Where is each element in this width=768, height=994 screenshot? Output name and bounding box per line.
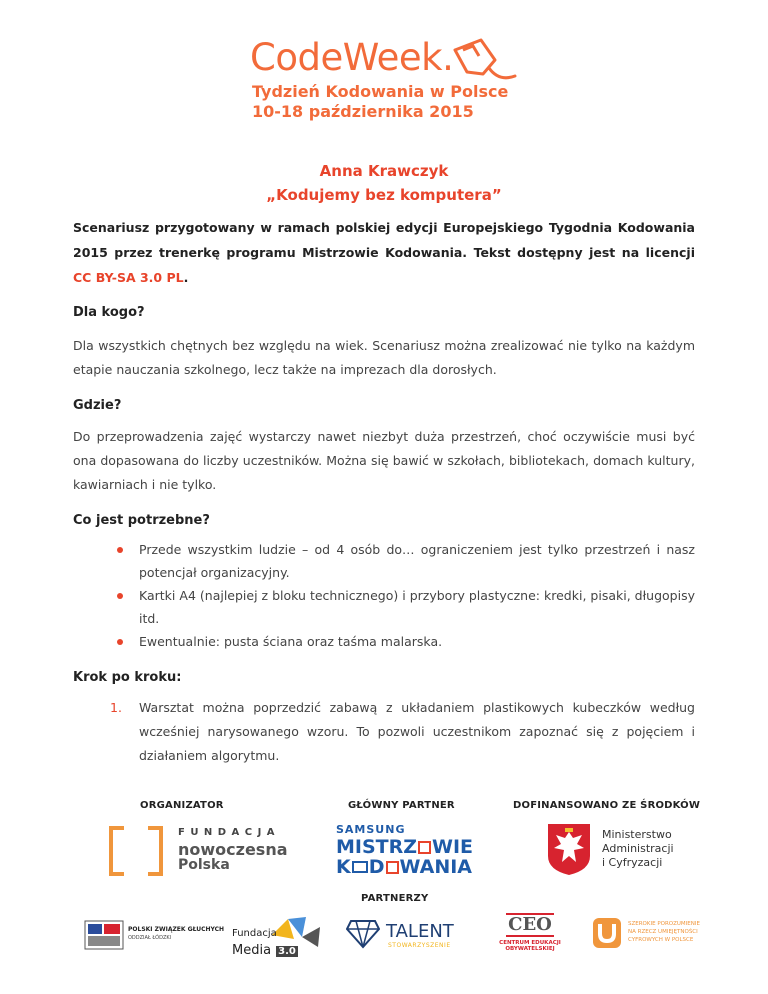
document-title: „Kodujemy bez komputera”	[266, 186, 502, 204]
fm-line2: Media 3.0	[232, 943, 296, 958]
pzg-line1: POLSKI ZWIĄZEK GŁUCHYCH	[128, 926, 225, 933]
list-item	[110, 696, 695, 768]
mouse-cursor-icon	[453, 38, 533, 88]
ceo-logo	[490, 913, 570, 957]
bullet-icon	[117, 639, 123, 645]
monitor-icon	[352, 861, 368, 873]
steps-list	[110, 696, 695, 768]
ministry-logo	[546, 822, 706, 876]
diamond-icon	[346, 919, 380, 949]
paragraph-who: Dla wszystkich chętnych bez względu na wiek. Scenariusz można zrealizować nie tylko na każdym etapie nauczania szkolnego, lecz także na imprezach dla dorosłych.	[73, 338, 695, 377]
mk-line2: K D WANIA	[336, 856, 472, 878]
heading-steps: Krok po kroku:	[73, 670, 182, 685]
list-item: Przede wszystkim ludzie – od 4 osób do… ograniczeniem jest tylko przestrzeń i nasz potencjał organizacyjny.	[113, 538, 695, 584]
pzg-line2: ODDZIAŁ ŁÓDZKI	[128, 935, 172, 941]
talent-line2: STOWARZYSZENIE	[388, 942, 451, 949]
fm-line1: Fundacja	[232, 928, 277, 939]
u-shape-icon	[592, 917, 622, 949]
step-text: Warsztat można poprzedzić zabawą z układaniem plastikowych kubeczków według wcześniej narysowanego wzoru. To pozwoli uczestnikom zapoznać się z pojęciem i działaniem algorytmu.	[139, 700, 695, 763]
funding-label: DOFINANSOWANO ZE ŚRODKÓW	[513, 800, 701, 811]
intro-paragraph	[73, 215, 695, 290]
paragraph-where: Do przeprowadzenia zajęć wystarczy nawet niezbyt duża przestrzeń, choć oczywiście musi być ona dopasowana do liczby uczestników. Można się bawić w szkołach, bibliotekach, domach kultury, kawiarniach i nie tylko.	[73, 429, 695, 492]
fnp-line1: F U N D A C J A	[178, 827, 276, 838]
fnp-line2: nowoczesna	[178, 840, 288, 859]
keyboard-icon	[418, 841, 431, 854]
bullet-icon	[117, 593, 123, 599]
ministry-line2: Administracji	[602, 842, 674, 855]
mk-line1: MISTRZ WIE	[336, 836, 474, 858]
heading-who: Dla kogo?	[73, 305, 145, 320]
pzg-logo	[84, 920, 225, 950]
codeweek-subtitle: Tydzień Kodowania w Polsce	[252, 82, 509, 101]
polish-eagle-emblem-icon	[546, 822, 592, 876]
fnp-line3: Polska	[178, 857, 230, 873]
intro-end: .	[183, 270, 189, 285]
ceo-line3: OBYWATELSKIEJ	[505, 946, 555, 952]
partners-label: PARTNERZY	[361, 893, 429, 904]
cyf-line1: SZEROKIE POROZUMIENIE	[628, 921, 700, 927]
list-item: Kartki A4 (najlepiej z bloku technicznego) i przybory plastyczne: kredki, pisaki, długopisy itd.	[113, 584, 695, 630]
ministry-line3: i Cyfryzacji	[602, 856, 663, 869]
license-link[interactable]: CC BY-SA 3.0 PL	[73, 270, 184, 285]
samsung-wordmark: SAMSUNG	[336, 823, 406, 836]
ceo-line1: CEO	[506, 913, 554, 937]
organizer-label: ORGANIZATOR	[140, 800, 224, 811]
codeweek-logo	[250, 36, 530, 136]
intro-text: Scenariusz przygotowany w ramach polskiej edycji Europejskiego Tygodnia Kodowania 2015 przez trenerkę programu Mistrzowie Kodowania. Tekst dostępny jest na licencji	[73, 220, 695, 260]
talent-line1: TALENT	[386, 921, 454, 942]
main-partner-label: GŁÓWNY PARTNER	[348, 800, 455, 811]
heading-where: Gdzie?	[73, 398, 122, 413]
author-name: Anna Krawczyk	[319, 162, 449, 180]
fundacja-nowoczesna-polska-logo	[108, 825, 288, 877]
codeweek-title: CodeWeek.	[250, 36, 454, 79]
needs-list	[113, 538, 695, 653]
cyf-line3: CYFROWYCH W POLSCE	[628, 937, 694, 943]
cyf-line2: NA RZECZ UMIEJĘTNOŚCI	[628, 929, 698, 935]
list-item: Ewentualnie: pusta ściana oraz taśma malarska.	[113, 630, 695, 653]
talent-logo	[346, 915, 462, 953]
cyfrowa-polska-logo	[592, 917, 708, 951]
pzg-emblem-icon	[84, 920, 124, 950]
codeweek-dates: 10-18 października 2015	[252, 102, 474, 121]
ministry-line1: Ministerstwo	[602, 828, 672, 841]
heading-needs: Co jest potrzebne?	[73, 513, 210, 528]
mistrzowie-kodowania-logo	[336, 823, 476, 878]
fundacja-media-logo	[232, 915, 324, 958]
bullet-icon	[117, 547, 123, 553]
ceo-line2: CENTRUM EDUKACJI	[499, 940, 561, 946]
tablet-icon	[386, 861, 399, 874]
step-number: 1.	[110, 700, 122, 715]
bracket-icon	[108, 825, 164, 877]
